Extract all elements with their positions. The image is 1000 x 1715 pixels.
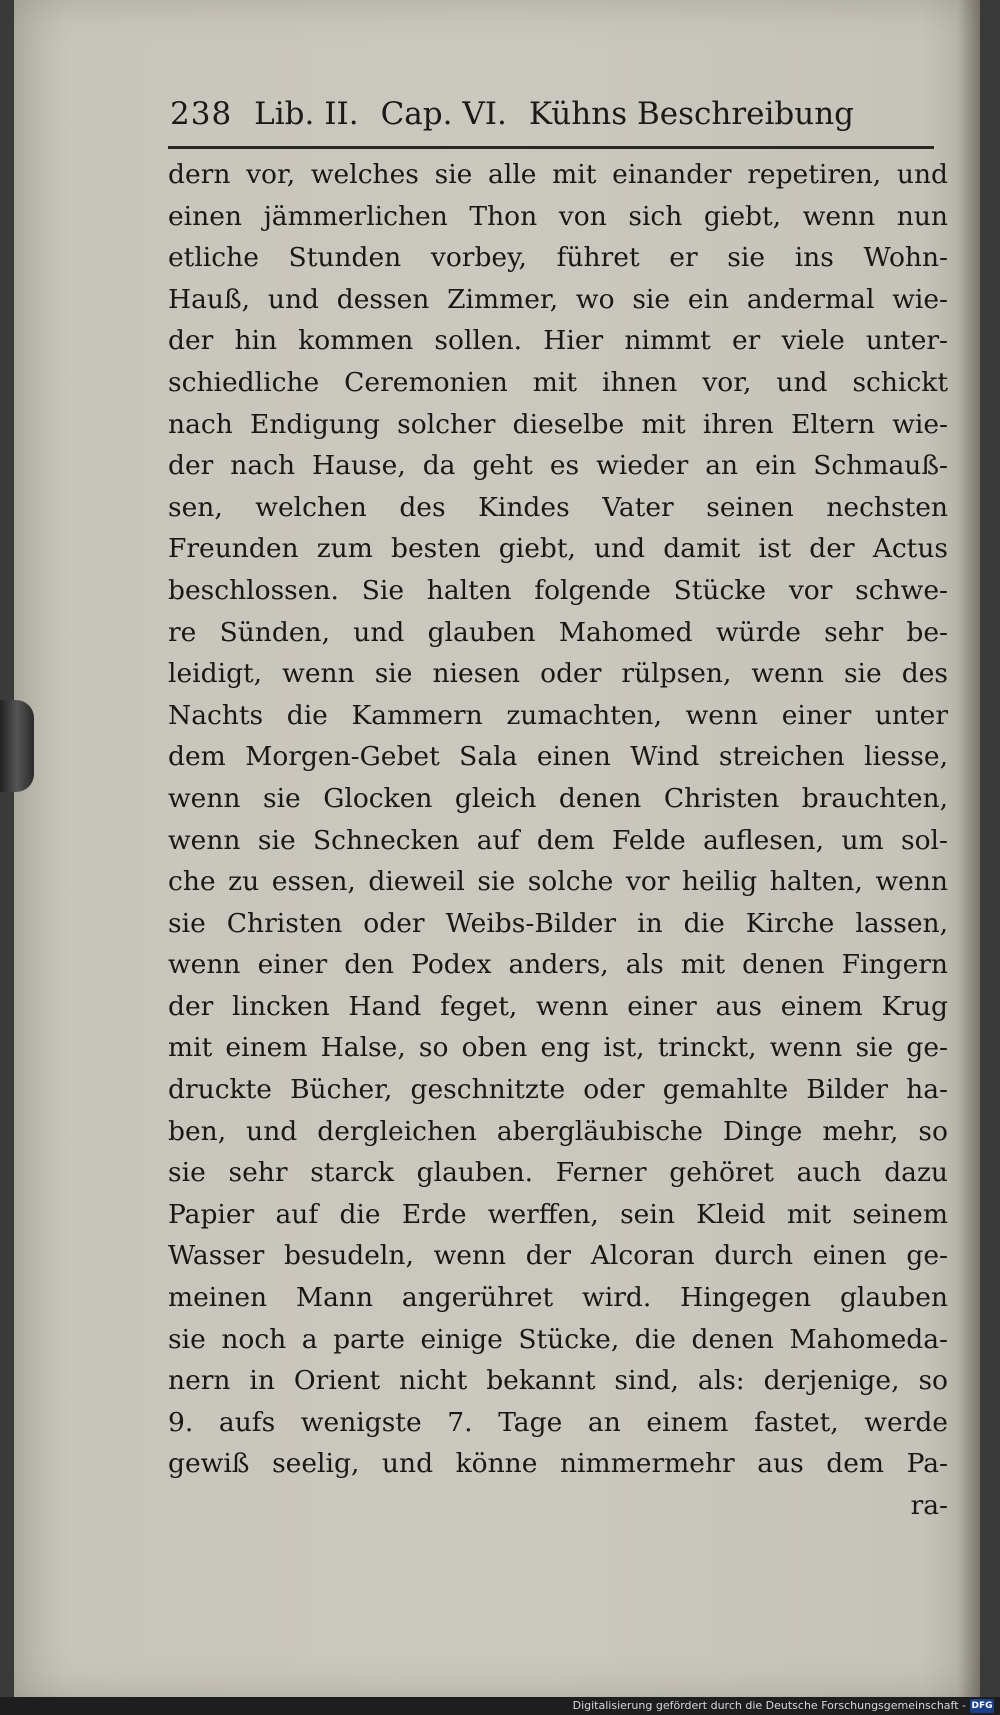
text-line: Papier auf die Erde werffen, sein Kleid mit seinem	[168, 1198, 948, 1230]
page-clip	[0, 700, 34, 792]
text-line: re Sünden, und glauben Mahomed würde sehr be-	[168, 616, 948, 648]
text-line: der hin kommen sollen. Hier nimmt er viele unter-	[168, 325, 948, 357]
text-line: che zu essen, dieweil sie solche vor heilig halten, wenn	[168, 866, 948, 898]
text-line: der nach Hause, da geht es wieder an ein Schmauß-	[168, 450, 948, 482]
chapter-reference: Cap. VI.	[380, 96, 507, 132]
text-line: Wasser besudeln, wenn der Alcoran durch einen ge-	[168, 1240, 948, 1272]
text-line: leidigt, wenn sie niesen oder rülpsen, wenn sie des	[168, 658, 948, 690]
text-line: gewiß seelig, und könne nimmermehr aus dem Pa-	[168, 1448, 948, 1480]
text-line: nach Endigung solcher dieselbe mit ihren Eltern wie-	[168, 408, 948, 440]
body-text	[168, 154, 948, 1527]
text-line: Nachts die Kammern zumachten, wenn einer unter	[168, 699, 948, 731]
text-line: sen, welchen des Kindes Vater seinen nechsten	[168, 491, 948, 523]
text-line: wenn einer den Podex anders, als mit denen Fingern	[168, 949, 948, 981]
footer-credit: Digitalisierung gefördert durch die Deutsche Forschungsgemeinschaft -	[572, 1699, 966, 1712]
text-line: druckte Bücher, geschnitzte oder gemahlte Bilder ha-	[168, 1074, 948, 1106]
text-line: sie sehr starck glauben. Ferner gehöret auch dazu	[168, 1157, 948, 1189]
dfg-logo: DFG	[971, 1701, 993, 1711]
text-line: sie noch a parte einige Stücke, die denen Mahomeda-	[168, 1323, 948, 1355]
text-line: Freunden zum besten giebt, und damit ist der Actus	[168, 533, 948, 565]
text-line: ben, und dergleichen abergläubische Dinge mehr, so	[168, 1115, 948, 1147]
text-line: 9. aufs wenigste 7. Tage an einem fastet, werde	[168, 1406, 948, 1438]
book-reference: Lib. II.	[254, 96, 359, 132]
text-line: beschlossen. Sie halten folgende Stücke vor schwe-	[168, 574, 948, 606]
text-line: nern in Orient nicht bekannt sind, als: derjenige, so	[168, 1365, 948, 1397]
running-title: Kühns Beschreibung	[528, 96, 855, 132]
running-header	[170, 96, 930, 142]
text-line: sie Christen oder Weibs-Bilder in die Kirche lassen,	[168, 907, 948, 939]
text-line: einen jämmerlichen Thon von sich giebt, wenn nun	[168, 200, 948, 232]
text-line: dem Morgen-Gebet Sala einen Wind streichen liesse,	[168, 741, 948, 773]
catchword: ra-	[910, 1490, 948, 1521]
text-line: meinen Mann angerühret wird. Hingegen glauben	[168, 1282, 948, 1314]
text-line: Hauß, und dessen Zimmer, wo sie ein andermal wie-	[168, 283, 948, 315]
text-line: etliche Stunden vorbey, führet er sie ins Wohn-	[168, 242, 948, 274]
text-line: wenn sie Glocken gleich denen Christen brauchten,	[168, 782, 948, 814]
header-rule	[168, 146, 934, 149]
text-line: mit einem Halse, so oben eng ist, trinckt, wenn sie ge-	[168, 1032, 948, 1064]
text-line: der lincken Hand feget, wenn einer aus einem Krug	[168, 990, 948, 1022]
page-edge-shadow	[958, 0, 980, 1697]
text-line: dern vor, welches sie alle mit einander repetiren, und	[168, 159, 948, 190]
text-line: schiedliche Ceremonien mit ihnen vor, und schickt	[168, 366, 948, 398]
text-line: wenn sie Schnecken auf dem Felde auflesen, um sol-	[168, 824, 948, 856]
page-number: 238	[170, 96, 233, 132]
